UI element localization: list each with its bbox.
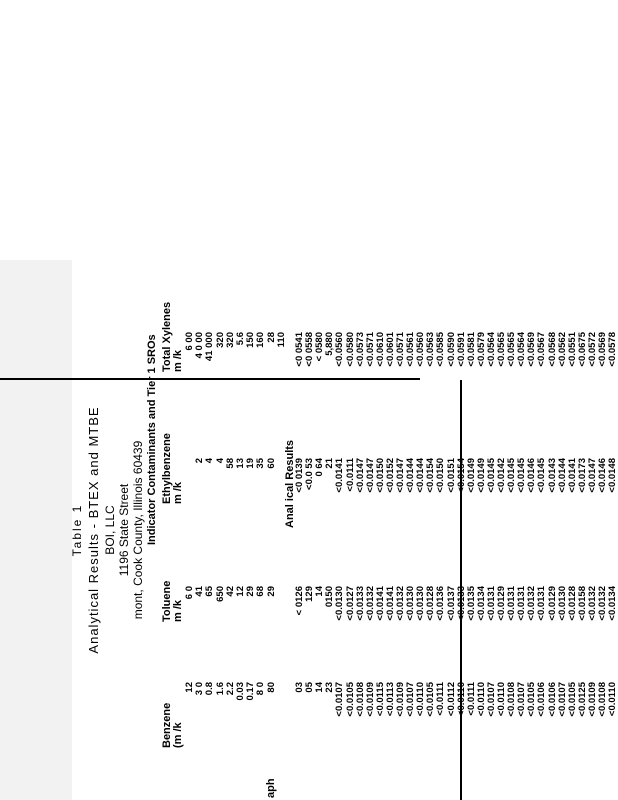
result-cell-toluene: <0.0130 <box>334 586 346 621</box>
result-cell-ethylbenzene: <0.0147 <box>364 458 376 493</box>
result-cell-ethylbenzene: <0.0150 <box>435 458 447 493</box>
result-cell-xylenes: <0.0571 <box>364 332 376 367</box>
result-cell-toluene: <0.0131 <box>516 586 528 621</box>
result-cell-benzene: <0.0107 <box>334 682 346 717</box>
result-cell-benzene: 23 <box>324 682 336 693</box>
sro-cell-xylenes: 5.6 <box>235 332 246 346</box>
result-cell-toluene: < 0126 <box>294 586 305 616</box>
street-address: 1196 State Street <box>117 483 131 577</box>
sro-cell-benzene: 0.17 <box>245 682 257 701</box>
result-cell-xylenes: <0.0573 <box>354 332 366 367</box>
result-cell-xylenes: <0.0567 <box>536 332 548 367</box>
analytical-results-label: Anal ical Results <box>284 439 296 528</box>
result-cell-ethylbenzene: <0.0144 <box>415 458 427 493</box>
result-cell-toluene: <0.0137 <box>445 586 457 621</box>
result-cell-ethylbenzene: <0.0145 <box>536 458 548 493</box>
result-cell-xylenes: <0.0579 <box>475 332 487 367</box>
result-cell-benzene: <0.0108 <box>354 682 366 717</box>
result-cell-ethylbenzene: <0.0173 <box>576 458 588 493</box>
result-cell-ethylbenzene: <0.0146 <box>526 458 538 493</box>
sro-cell-benzene: 1.6 <box>214 682 226 696</box>
result-cell-benzene: <0.0108 <box>597 682 608 717</box>
result-cell-ethylbenzene: <0.0151 <box>445 458 457 493</box>
result-cell-toluene: <0.0133 <box>455 586 467 621</box>
result-cell-ethylbenzene: <0.0154 <box>425 458 437 493</box>
sro-cell-benzene: 3 0 <box>194 682 206 696</box>
result-cell-benzene: 14 <box>314 682 326 693</box>
result-cell-ethylbenzene: <0.0145 <box>485 458 497 493</box>
result-cell-xylenes: <0 0558 <box>304 332 316 367</box>
result-cell-benzene: <0.0115 <box>374 682 386 717</box>
sro-cell-benzene: 0.03 <box>235 682 246 701</box>
result-cell-ethylbenzene: <0.0144 <box>556 458 568 493</box>
sro-cell-xylenes: 6 00 <box>184 332 195 351</box>
result-cell-xylenes: <0.0560 <box>415 332 427 367</box>
result-cell-xylenes: <0.0572 <box>586 332 598 367</box>
sro-cell-ethylbenzene: 58 <box>224 458 236 469</box>
result-cell-toluene: <0.0135 <box>465 586 477 621</box>
benzene-header: Benzene <box>161 702 173 748</box>
indicator-header: Indicator Contaminants and Tier 1 SROs <box>146 334 158 545</box>
result-cell-ethylbenzene: <0.0145 <box>506 458 518 493</box>
result-cell-xylenes: <0.0581 <box>465 332 477 367</box>
result-cell-ethylbenzene: <0 0139 <box>294 458 305 493</box>
result-cell-ethylbenzene: <0.0141 <box>566 458 578 493</box>
result-cell-ethylbenzene: <0.0 53 <box>304 458 316 490</box>
result-cell-toluene: <0.0132 <box>586 586 598 621</box>
sro-cell-benzene: 2.2 <box>224 682 236 696</box>
result-cell-xylenes: <0.0675 <box>576 332 588 367</box>
result-cell-ethylbenzene: 21 <box>324 458 336 469</box>
xylenes-header: Total Xylenes <box>161 301 173 372</box>
result-cell-benzene: <0.0109 <box>364 682 376 717</box>
result-cell-toluene: <0.0158 <box>576 586 588 621</box>
result-cell-toluene: <0.0136 <box>435 586 447 621</box>
result-cell-benzene: <0.0111 <box>435 682 447 716</box>
table-title: Analytical Results - BTEX and MTBE <box>86 406 101 654</box>
result-cell-benzene: <0.0111 <box>465 682 477 716</box>
result-cell-benzene: <0.0108 <box>506 682 518 717</box>
sro-cell-xylenes: 110 <box>275 332 287 348</box>
result-cell-xylenes: <0.0564 <box>516 332 528 367</box>
sro-cell-toluene: 65 <box>204 586 216 597</box>
result-cell-ethylbenzene: <0.0150 <box>374 458 386 493</box>
result-cell-benzene: <0.0125 <box>576 682 588 717</box>
sro-cell-ethylbenzene: 60 <box>265 458 277 469</box>
result-cell-toluene: <0.0131 <box>485 586 497 621</box>
result-cell-ethylbenzene: <0.0147 <box>354 458 366 493</box>
result-cell-xylenes: <0.0568 <box>546 332 558 367</box>
result-cell-xylenes: <0.0590 <box>445 332 457 367</box>
result-cell-benzene: <0.0106 <box>536 682 548 717</box>
result-cell-xylenes: <0.0591 <box>455 332 467 367</box>
result-cell-toluene: <0.0133 <box>354 586 366 621</box>
sro-cell-benzene: 8 0 <box>255 682 267 696</box>
sro-cell-xylenes: 28 <box>265 332 277 343</box>
result-cell-xylenes: < 0580 <box>314 332 326 362</box>
result-cell-xylenes: <0.0560 <box>334 332 346 367</box>
result-cell-ethylbenzene: <0.0111 <box>344 458 356 492</box>
rotated-page <box>0 260 618 800</box>
result-cell-toluene: <0.0129 <box>496 586 507 621</box>
result-cell-toluene: <0.0141 <box>384 586 396 621</box>
result-cell-ethylbenzene: <0.0145 <box>516 458 528 493</box>
result-cell-toluene: <0.0130 <box>556 586 568 621</box>
sro-cell-benzene: 80 <box>265 682 277 693</box>
toluene-header: Toluene <box>161 580 173 622</box>
result-cell-xylenes: <0.0585 <box>435 332 447 367</box>
sro-cell-toluene: 12 <box>235 586 246 597</box>
result-cell-ethylbenzene: <0.0142 <box>496 458 507 493</box>
result-cell-xylenes: <0.0563 <box>425 332 437 367</box>
result-cell-benzene: <0.0109 <box>395 682 406 717</box>
result-cell-toluene: 0150 <box>324 586 336 608</box>
result-cell-benzene: <0.0110 <box>455 682 467 717</box>
result-cell-xylenes: <0.0580 <box>344 332 356 367</box>
sro-cell-toluene: 42 <box>224 586 236 597</box>
sro-cell-benzene: 0.8 <box>204 682 216 696</box>
result-cell-ethylbenzene: <0.0149 <box>475 458 487 493</box>
result-cell-toluene: <0.0131 <box>536 586 548 621</box>
ethylbenzene-header: Ethylbenzene <box>161 433 173 504</box>
sro-cell-xylenes: 150 <box>245 332 257 348</box>
sro-cell-xylenes: 4 0 00 <box>194 332 206 359</box>
result-cell-ethylbenzene: <0.0141 <box>334 458 346 493</box>
result-cell-benzene: <0.0107 <box>405 682 417 717</box>
result-cell-toluene: <0.0130 <box>415 586 427 621</box>
ethylbenzene-unit: m /k <box>172 481 184 504</box>
result-cell-benzene: <0.0110 <box>496 682 507 717</box>
result-cell-benzene: <0.0106 <box>546 682 558 717</box>
result-cell-xylenes: <0.0578 <box>607 332 618 367</box>
result-cell-xylenes: <0 0541 <box>294 332 305 367</box>
result-cell-benzene: <0.0110 <box>415 682 427 717</box>
result-cell-benzene: <0.0105 <box>566 682 578 717</box>
sro-cell-xylenes: 41 000 <box>204 332 216 362</box>
result-cell-benzene: 05 <box>304 682 316 693</box>
sro-cell-benzene: 12 <box>184 682 195 693</box>
result-cell-xylenes: <0.0565 <box>506 332 518 367</box>
sro-cell-toluene: 68 <box>255 586 267 597</box>
result-cell-ethylbenzene: <0.0148 <box>607 458 618 493</box>
benzene-unit: (m /k <box>172 722 184 748</box>
sro-cell-toluene: 6 0 <box>184 586 195 600</box>
result-cell-benzene: <0.0109 <box>586 682 598 717</box>
result-cell-ethylbenzene: <0.0147 <box>586 458 598 493</box>
result-cell-toluene: <0.0132 <box>395 586 406 621</box>
result-cell-benzene: <0.0113 <box>384 682 396 717</box>
sro-cell-ethylbenzene: 13 <box>235 458 246 469</box>
sro-cell-toluene: 29 <box>245 586 257 597</box>
city-county-state: mont, Cook County, Illinois 60439 <box>131 440 145 620</box>
sro-cell-ethylbenzene: 4 <box>204 458 216 464</box>
result-cell-xylenes: <0.0551 <box>566 332 578 367</box>
result-cell-ethylbenzene: <0.0146 <box>597 458 608 493</box>
result-cell-xylenes: <0.0564 <box>485 332 497 367</box>
company-name: BOI, LLC <box>103 505 117 555</box>
result-cell-toluene: <0.0141 <box>374 586 386 621</box>
result-cell-toluene: 129 <box>304 586 316 602</box>
result-cell-toluene: <0.0129 <box>546 586 558 621</box>
result-cell-ethylbenzene: <0.0152 <box>384 458 396 493</box>
sro-cell-ethylbenzene: 4 <box>214 458 226 464</box>
result-cell-toluene: <0.0132 <box>597 586 608 621</box>
sro-cell-ethylbenzene: 35 <box>255 458 267 469</box>
result-cell-ethylbenzene: <0.0154 <box>455 458 467 493</box>
sro-cell-xylenes: 160 <box>255 332 267 348</box>
result-cell-xylenes: <0.0610 <box>374 332 386 367</box>
result-cell-xylenes: <0.0561 <box>405 332 417 367</box>
toluene-unit: m /k <box>172 599 184 622</box>
result-cell-toluene: <0.0131 <box>506 586 518 621</box>
result-cell-benzene: <0.0107 <box>516 682 528 717</box>
result-cell-xylenes: <0.0569 <box>526 332 538 367</box>
result-cell-toluene: <0.0132 <box>364 586 376 621</box>
result-cell-benzene: <0.0110 <box>475 682 487 717</box>
result-cell-benzene: <0.0107 <box>556 682 568 717</box>
sro-cell-ethylbenzene: 19 <box>245 458 257 469</box>
result-cell-toluene: <0.0130 <box>405 586 417 621</box>
sro-cell-ethylbenzene: 2 <box>194 458 206 464</box>
xylenes-unit: m /k <box>172 349 184 372</box>
sro-cell-toluene: 650 <box>214 586 226 602</box>
sro-cell-toluene: 41 <box>194 586 206 597</box>
result-cell-ethylbenzene: 0 64 <box>314 458 326 477</box>
result-cell-benzene: <0.0112 <box>445 682 457 717</box>
result-cell-ethylbenzene: <0.0147 <box>395 458 406 493</box>
result-cell-benzene: <0.0105 <box>425 682 437 717</box>
result-cell-benzene: <0.0105 <box>526 682 538 717</box>
result-cell-benzene: <0.0107 <box>485 682 497 717</box>
result-cell-xylenes: <0.0569 <box>597 332 608 367</box>
result-cell-toluene: <0.0134 <box>607 586 618 621</box>
result-cell-xylenes: <0.0562 <box>556 332 568 367</box>
result-cell-toluene: <0.0132 <box>526 586 538 621</box>
sro-cell-toluene: 29 <box>265 586 277 597</box>
result-cell-ethylbenzene: <0.0143 <box>546 458 558 493</box>
result-cell-benzene: 03 <box>294 682 305 693</box>
result-cell-benzene: <0.0105 <box>344 682 356 717</box>
result-cell-ethylbenzene: <0.0149 <box>465 458 477 493</box>
result-cell-toluene: <0.0128 <box>425 586 437 621</box>
result-cell-xylenes: <0.0601 <box>384 332 396 367</box>
result-cell-ethylbenzene: <0.0144 <box>405 458 417 493</box>
result-cell-toluene: <0.0128 <box>566 586 578 621</box>
table-number: Table 1 <box>70 503 84 557</box>
result-cell-benzene: <0.0110 <box>607 682 618 717</box>
result-cell-xylenes: 5,880 <box>324 332 336 356</box>
result-cell-toluene: <0.0134 <box>475 586 487 621</box>
result-cell-xylenes: <0.0565 <box>496 332 507 367</box>
left-row-label: aph <box>265 778 277 798</box>
result-cell-toluene: 14 <box>314 586 326 597</box>
result-cell-xylenes: <0.0571 <box>395 332 406 367</box>
sro-cell-xylenes: 320 <box>224 332 236 348</box>
result-cell-toluene: <0.0127 <box>344 586 356 621</box>
sro-cell-xylenes: 320 <box>214 332 226 348</box>
